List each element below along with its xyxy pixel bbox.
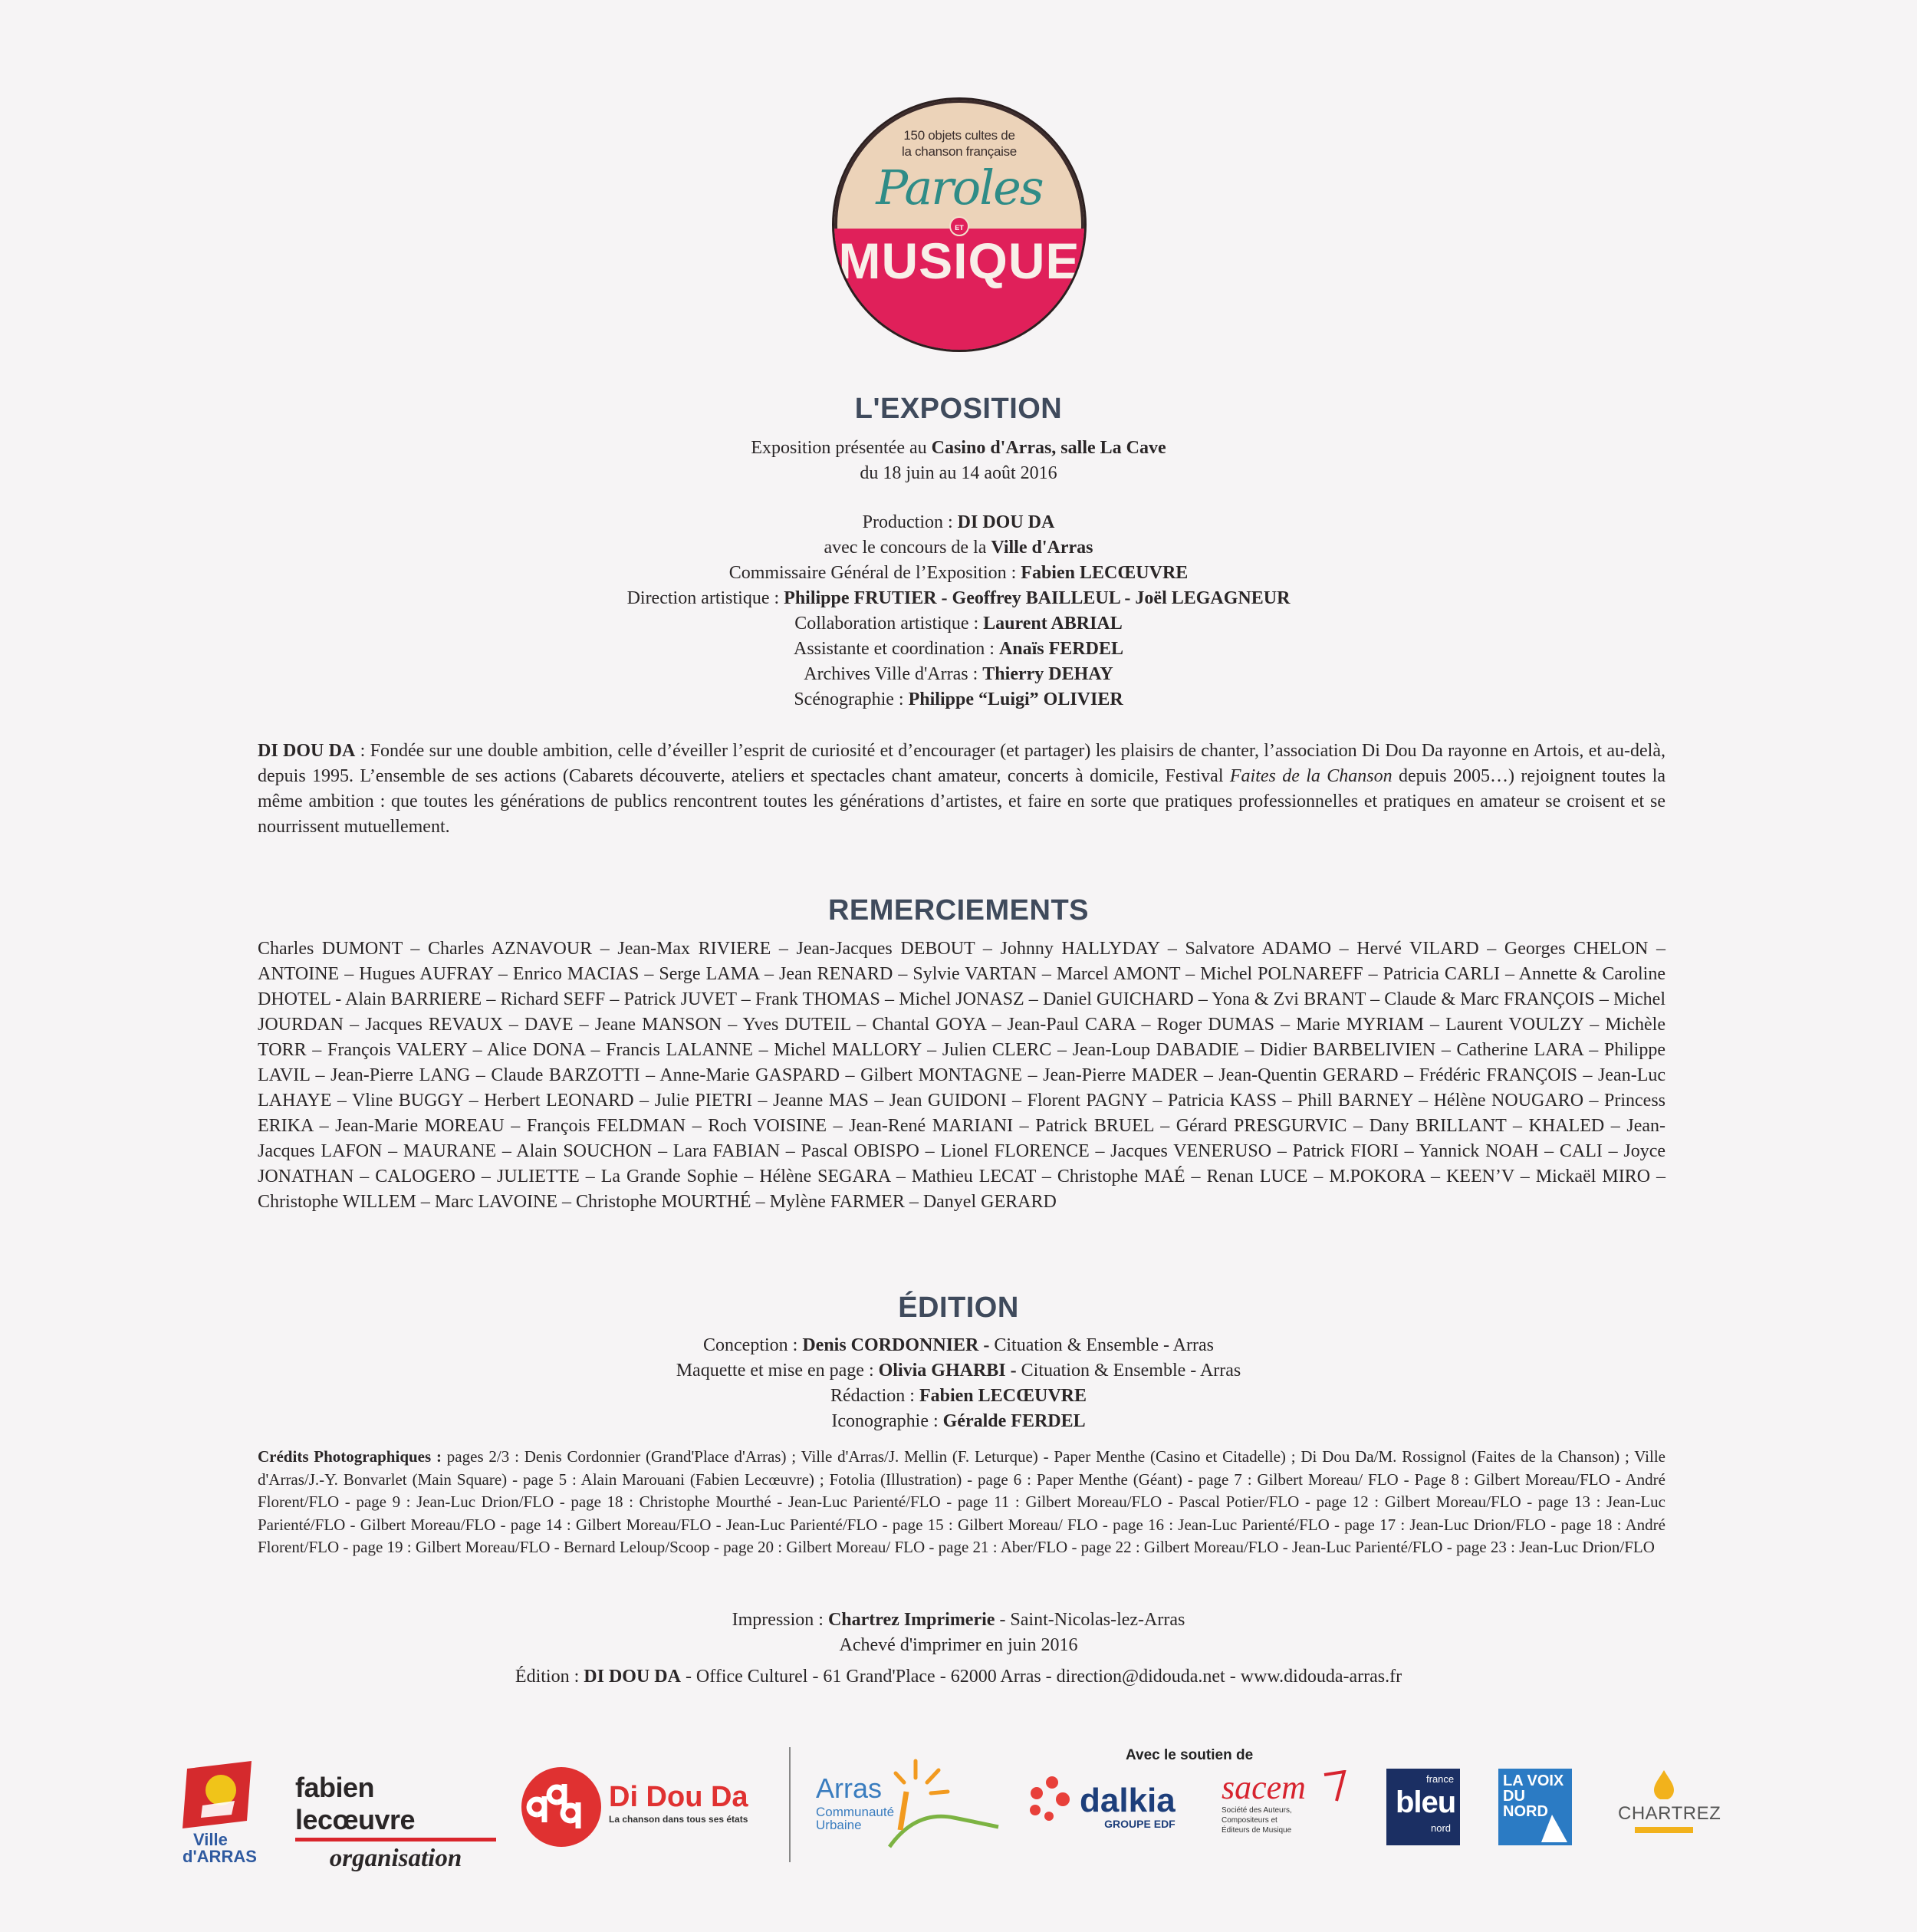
fabien-lecoeuvre-logo: fabien lecœuvre organisation [295,1772,496,1873]
didouda-description: DI DOU DA : Fondée sur une double ambition, celle d’éveiller l’esprit de curiosité et d’encourager (et partager) les plaisirs de chanter, l’association Di Dou Da rayonne en Artois, et au-delà, depuis 1995. L’ensemble de ses actions (Cabarets découverte, ateliers et spectacles chant amateur, concerts à domicile, Festival Faites de la Chanson depuis 2005…) rejoignent toutes la même ambition : que toutes les générations de publics rencontrent toutes les générations d’artistes, et faire en sorte que pratiques professionnelles et pratiques en amateur se croisent et se nourrissent mutuellement. [258,741,1666,837]
exposition-venue: Exposition présentée au Casino d'Arras, salle La Cave du 18 juin au 14 août 2016 [751,438,1166,483]
la-voix-du-nord-logo: LA VOIX DU NORD [1498,1769,1572,1845]
logo-divider [789,1747,791,1862]
credit-line: Iconographie : Géralde FERDEL [831,1411,1086,1431]
didouda-text: Di Dou Da La chanson dans tous ses états [609,1781,748,1825]
paroles-et-musique-logo [834,100,1084,350]
logo-main-title: MUSIQUE [838,232,1080,289]
support-label: Avec le soutien de [1126,1747,1254,1763]
credit-line: Conception : Denis CORDONNIER - Cituation & Ensemble - Arras [703,1335,1214,1355]
credit-line: Assistante et coordination : Anaïs FERDEL [794,639,1123,659]
exposition-credits [0,510,1917,713]
credit-line: Rédaction : Fabien LECŒUVRE [830,1386,1087,1406]
didouda-circle-icon [520,1766,603,1848]
photo-credits: Crédits Photographiques : pages 2/3 : Denis Cordonnier (Grand'Place d'Arras) ; Ville d'Arras/J. Mellin (F. Leturque) - Paper Menthe (Casino et Citadelle) ; Di Dou Da/M. Rossignol (Faites de la Chanson) ; Ville d'Arras/J.-Y. Bonvarlet (Main Square) - page 5 : Alain Marouani (Fabien Lecœuvre) ; Fotolia (Illustration) - page 6 : Paper Menthe (Géant) - page 7 : Gilbert Moreau/ FLO - Page 8 : Gilbert Moreau/FLO - André Florent/FLO - page 9 : Jean-Luc Drion/FLO - page 18 : Christophe Mourthé - Jean-Luc Parienté/FLO - page 11 : Gilbert Moreau/FLO - Pascal Potier/FLO - page 12 : Gilbert Moreau/FLO - page 13 : Jean-Luc Parienté/FLO - Gilbert Moreau/FLO - page 14 : Gilbert Moreau/FLO - Jean-Luc Parienté/FLO - page 15 : Gilbert Moreau/ FLO - page 16 : Jean-Luc Parienté/FLO - page 17 : Jean-Luc Drion/FLO - page 18 : André Florent/FLO - page 19 : Gilbert Moreau/FLO - Bernard Leloup/Scoop - page 20 : Gilbert Moreau/ FLO - page 21 : Aber/FLO - page 22 : Gilbert Moreau/FLO - Jean-Luc Parienté/FLO - page 23 : Jean-Luc Drion/FLO [258,1447,1665,1556]
remerciements-list: Charles DUMONT – Charles AZNAVOUR – Jean-Max RIVIERE – Jean-Jacques DEBOUT – Johnny HALLYDAY – Salvatore ADAMO – Hervé VILARD – Georges CHELON – ANTOINE – Hugues AUFRAY – Enrico MACIAS – Serge LAMA – Jean RENARD – Sylvie VARTAN – Marcel AMONT – Michel POLNAREFF – Patricia CARLI – Annette & Caroline DHOTEL - Alain BARRIERE – Richard SEFF – Patrick JUVET – Frank THOMAS – Michel JONASZ – Daniel GUICHARD – Yona & Zvi BRANT – Claude & Marc FRANÇOIS – Michel JOURDAN – Jacques REVAUX – DAVE – Jeane MANSON – Yves DUTEIL – Chantal GOYA – Jean-Paul CARA – Roger DUMAS – Marie MYRIAM – Laurent VOULZY – Michèle TORR – François VALERY – Alice DONA – Francis LALANNE – Michel MALLORY – Julien CLERC – Jean-Loup DABADIE – Didier BARBELIVIEN – Catherine LARA – Philippe LAVIL – Jean-Pierre LANG – Claude BARZOTTI – Anne-Marie GASPARD – Gilbert MONTAGNE – Jean-Pierre MADER – Jean-Quentin GERARD – Frédéric FRANÇOIS – Jean-Luc LAHAYE – Vline BUGGY – Herbert LEONARD – Julie PIETRI – Jeanne MAS – Jean GUIDONI – Florent PAGNY – Patricia KASS – Phill BARNEY – Hélène NOUGARO – Princess ERIKA – Jean-Marie MOREAU – François FELDMAN – Roch VOISINE – Jean-René MARIANI – Patrick BRUEL – Gérard PRESGURVIC – Dany BRILLANT – KHALED – Jean-Jacques LAFON – MAURANE – Alain SOUCHON – Lara FABIAN – Pascal OBISPO – Lionel FLORENCE – Jacques VENERUSO – Patrick FIORI – Yannick NOAH – CALI – Joyce JONATHAN – CALOGERO – JULIETTE – La Grande Sophie – Hélène SEGARA – Mathieu LECAT – Christophe MAÉ – Renan LUCE – M.POKORA – KEEN’V – Mickaël MIRO – Christophe WILLEM – Marc LAVOINE – Christophe MOURTHÉ – Mylène FARMER – Danyel GERARD [258,939,1665,1212]
chartrez-logo: CHARTREZ [1618,1769,1710,1845]
sacem-logo: sacem Société des Auteurs, Compositeurs et Éditeurs de Musique [1222,1770,1352,1835]
credit-line: Production : DI DOU DA [862,512,1055,532]
credit-line: Collaboration artistique : Laurent ABRIAL [794,614,1123,634]
credit-line: avec le concours de la Ville d'Arras [824,538,1093,558]
credit-line: Maquette et mise en page : Olivia GHARBI - Cituation & Ensemble - Arras [676,1361,1241,1381]
exposition-heading: L'EXPOSITION [854,393,1063,425]
logo-et-badge: ET [949,216,969,236]
edition-heading: ÉDITION [898,1292,1019,1324]
dalkia-icon [1026,1775,1075,1822]
lavoix-sail-icon [1498,1769,1572,1845]
chartrez-drop-icon [1652,1769,1675,1799]
ville-arras-logo [181,1761,258,1835]
arras-communaute-urbaine-logo: Arras Communauté Urbaine [816,1756,1000,1856]
dalkia-dots-icon [1026,1775,1075,1822]
sacem-note-icon [1320,1770,1350,1809]
printing-info: Impression : Chartrez Imprimerie - Saint-Nicolas-lez-Arras Achevé d'imprimer en juin 2016 [732,1610,1185,1655]
remerciements-heading: REMERCIEMENTS [827,894,1090,927]
credit-line: Commissaire Général de l’Exposition : Fabien LECŒUVRE [728,563,1189,583]
credit-line: Scénographie : Philippe “Luigi” OLIVIER [794,690,1123,709]
fabien-red-rule [295,1838,496,1841]
france-bleu-logo: france bleu nord [1386,1769,1460,1845]
edition-credits [0,1333,1917,1434]
ville-arras-flag-icon [181,1761,258,1835]
chartrez-bar [1635,1827,1693,1833]
dalkia-text: dalkia GROUPE EDF [1080,1782,1176,1830]
ville-arras-text: Ville d'ARRAS [182,1830,257,1866]
didouda-logo [520,1766,603,1848]
publisher-info: Édition : DI DOU DA - Office Culturel - 61 Grand'Place - 62000 Arras - direction@didouda.net - www.didouda-arras.fr [515,1667,1402,1687]
credit-line: Archives Ville d'Arras : Thierry DEHAY [804,664,1113,684]
credit-line: Direction artistique : Philippe FRUTIER - Geoffrey BAILLEUL - Joël LEGAGNEUR [626,588,1291,608]
logo-subtitle: 150 objets cultes de la chanson française [902,128,1017,159]
logo-script-title: Paroles [876,160,1043,216]
